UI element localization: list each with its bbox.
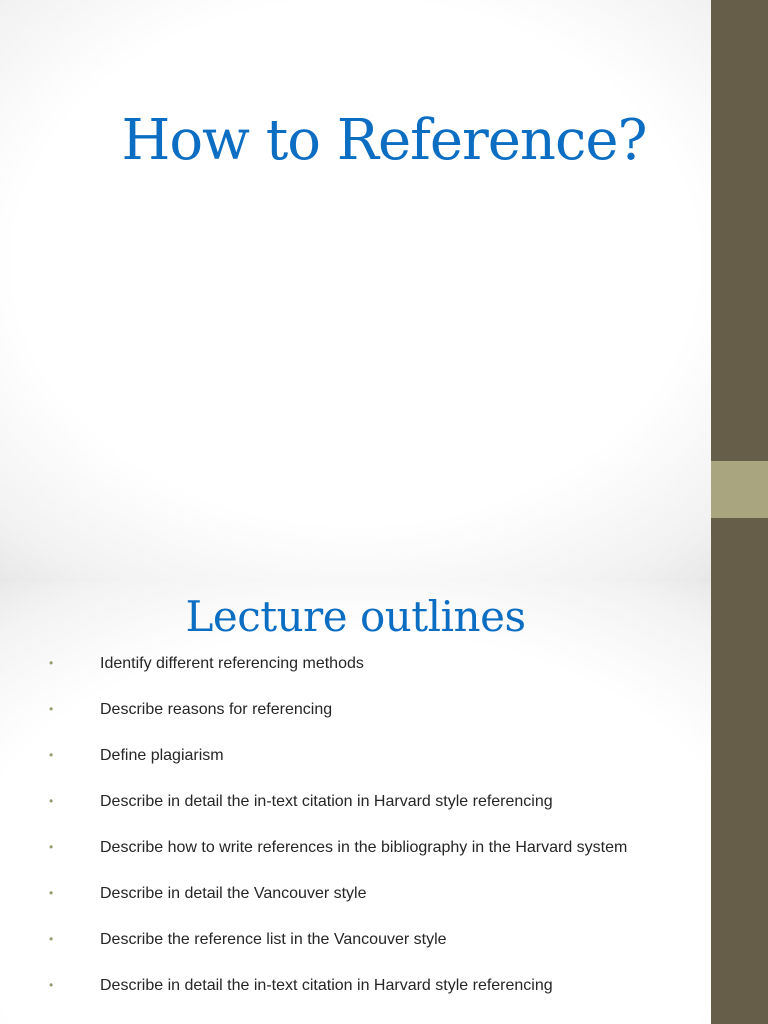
outline-item	[0, 746, 711, 765]
outline-item	[0, 976, 711, 995]
bullet-icon: •	[49, 840, 54, 854]
sidebar-accent-block	[711, 461, 768, 518]
outline-item-text: Describe reasons for referencing	[100, 701, 333, 718]
outline-item	[0, 792, 711, 811]
outline-item-text: Describe how to write references in the bibliography in the Harvard system	[100, 839, 628, 856]
outline-item-text: Describe the reference list in the Vancouver style	[100, 931, 447, 948]
outline-item-text: Describe in detail the in-text citation in Harvard style referencing	[100, 793, 553, 810]
bullet-icon: •	[49, 702, 54, 716]
bullet-icon: •	[49, 886, 54, 900]
outline-item	[0, 700, 711, 719]
outline-item-text: Describe in detail the Vancouver style	[100, 885, 367, 902]
outline-list	[0, 654, 711, 1022]
bullet-icon: •	[49, 656, 54, 670]
outline-item-text: Identify different referencing methods	[100, 655, 364, 672]
bullet-icon: •	[49, 978, 54, 992]
outline-item	[0, 654, 711, 673]
decorative-sidebar	[711, 0, 768, 1024]
slide-lecture-outlines	[0, 582, 711, 1024]
bullet-icon: •	[49, 932, 54, 946]
slide-title-heading: How to Reference?	[121, 108, 647, 173]
outline-item-text: Define plagiarism	[100, 747, 224, 764]
outline-item	[0, 930, 711, 949]
lecture-outlines-heading: Lecture outlines	[185, 592, 526, 641]
bullet-icon: •	[49, 748, 54, 762]
outline-item-text: Describe in detail the in-text citation in Harvard style referencing	[100, 977, 553, 994]
outline-item	[0, 838, 711, 857]
outline-item	[0, 884, 711, 903]
bullet-icon: •	[49, 794, 54, 808]
